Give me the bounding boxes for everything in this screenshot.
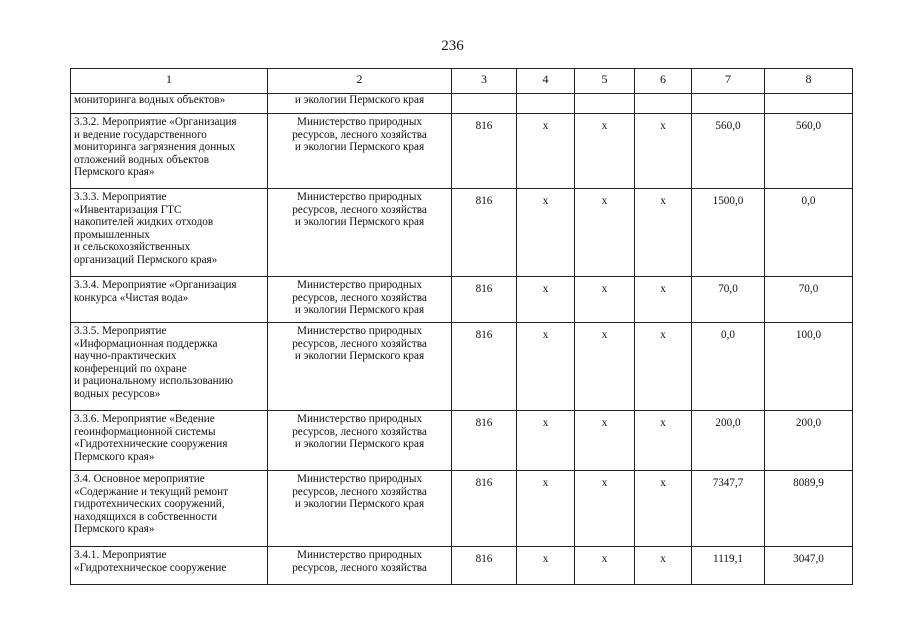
table-cell-4: х	[517, 114, 575, 189]
table-cell-6	[635, 94, 692, 114]
table-cell-8: 0,0	[765, 189, 853, 277]
table-cell-8: 3047,0	[765, 547, 853, 585]
table-cell-8: 560,0	[765, 114, 853, 189]
table-cell-5: х	[575, 277, 635, 323]
table-cell-1: 3.3.6. Мероприятие «Ведение геоинформационной системы «Гидротехнические сооружения Пермского края»	[71, 411, 268, 471]
table-cell-6: х	[635, 114, 692, 189]
table-cell-2: Министерство природных ресурсов, лесного хозяйства и экологии Пермского края	[268, 411, 452, 471]
table-row	[71, 547, 853, 585]
table-cell-7: 200,0	[692, 411, 765, 471]
table-cell-6: х	[635, 323, 692, 411]
table-cell-1: 3.3.3. Мероприятие «Инвентаризация ГТС накопителей жидких отходов промышленных и сельскохозяйственных организаций Пермского края»	[71, 189, 268, 277]
table-header-row	[71, 69, 853, 94]
table-cell-6: х	[635, 471, 692, 547]
column-header: 6	[635, 69, 692, 94]
table-cell-8: 100,0	[765, 323, 853, 411]
table-row	[71, 114, 853, 189]
table-cell-1: 3.3.5. Мероприятие «Информационная поддержка научно-практических конференций по охране и рациональному использованию водных ресурсов»	[71, 323, 268, 411]
table-cell-6: х	[635, 411, 692, 471]
page-number: 236	[441, 38, 464, 54]
column-header: 7	[692, 69, 765, 94]
table-cell-5: х	[575, 114, 635, 189]
table-cell-7: 1500,0	[692, 189, 765, 277]
table-row	[71, 189, 853, 277]
table-cell-6: х	[635, 277, 692, 323]
table-cell-2: и экологии Пермского края	[268, 94, 452, 114]
column-header: 8	[765, 69, 853, 94]
budget-table	[70, 68, 853, 585]
table-cell-2: Министерство природных ресурсов, лесного хозяйства и экологии Пермского края	[268, 189, 452, 277]
table-cell-7: 560,0	[692, 114, 765, 189]
table-cell-4: х	[517, 411, 575, 471]
table-cell-4	[517, 94, 575, 114]
table-cell-8: 8089,9	[765, 471, 853, 547]
table-cell-1: 3.4. Основное мероприятие «Содержание и текущий ремонт гидротехнических сооружений, находящихся в собственности Пермского края»	[71, 471, 268, 547]
column-header: 5	[575, 69, 635, 94]
table-cell-3	[452, 94, 517, 114]
table-cell-5: х	[575, 323, 635, 411]
table-cell-4: х	[517, 189, 575, 277]
table-cell-2: Министерство природных ресурсов, лесного хозяйства	[268, 547, 452, 585]
table-cell-3: 816	[452, 114, 517, 189]
table-cell-5	[575, 94, 635, 114]
table-row	[71, 277, 853, 323]
table-cell-1: 3.4.1. Мероприятие «Гидротехническое сооружение	[71, 547, 268, 585]
table-cell-3: 816	[452, 323, 517, 411]
table-cell-2: Министерство природных ресурсов, лесного хозяйства и экологии Пермского края	[268, 323, 452, 411]
table-row	[71, 94, 853, 114]
table-cell-7: 1119,1	[692, 547, 765, 585]
table-cell-2: Министерство природных ресурсов, лесного хозяйства и экологии Пермского края	[268, 471, 452, 547]
table-row	[71, 471, 853, 547]
table-cell-3: 816	[452, 277, 517, 323]
table-cell-1: 3.3.4. Мероприятие «Организация конкурса «Чистая вода»	[71, 277, 268, 323]
table-cell-6: х	[635, 547, 692, 585]
table-cell-4: х	[517, 277, 575, 323]
column-header: 3	[452, 69, 517, 94]
table-cell-4: х	[517, 547, 575, 585]
table-cell-5: х	[575, 471, 635, 547]
table-cell-1: 3.3.2. Мероприятие «Организация и ведение государственного мониторинга загрязнения донных отложений водных объектов Пермского края»	[71, 114, 268, 189]
table-cell-3: 816	[452, 411, 517, 471]
column-header: 2	[268, 69, 452, 94]
table-cell-7: 70,0	[692, 277, 765, 323]
table-cell-6: х	[635, 189, 692, 277]
table-cell-3: 816	[452, 547, 517, 585]
table-row	[71, 323, 853, 411]
table-cell-3: 816	[452, 471, 517, 547]
table-cell-7	[692, 94, 765, 114]
table-cell-5: х	[575, 411, 635, 471]
column-header: 1	[71, 69, 268, 94]
column-header: 4	[517, 69, 575, 94]
table-cell-2: Министерство природных ресурсов, лесного хозяйства и экологии Пермского края	[268, 277, 452, 323]
table-cell-1: мониторинга водных объектов»	[71, 94, 268, 114]
table-cell-2: Министерство природных ресурсов, лесного хозяйства и экологии Пермского края	[268, 114, 452, 189]
table-row	[71, 411, 853, 471]
table-cell-7: 7347,7	[692, 471, 765, 547]
table-cell-3: 816	[452, 189, 517, 277]
table-cell-8: 70,0	[765, 277, 853, 323]
table-cell-5: х	[575, 547, 635, 585]
table-cell-7: 0,0	[692, 323, 765, 411]
table-cell-8: 200,0	[765, 411, 853, 471]
table-cell-5: х	[575, 189, 635, 277]
table-cell-8	[765, 94, 853, 114]
table-cell-4: х	[517, 471, 575, 547]
table-cell-4: х	[517, 323, 575, 411]
